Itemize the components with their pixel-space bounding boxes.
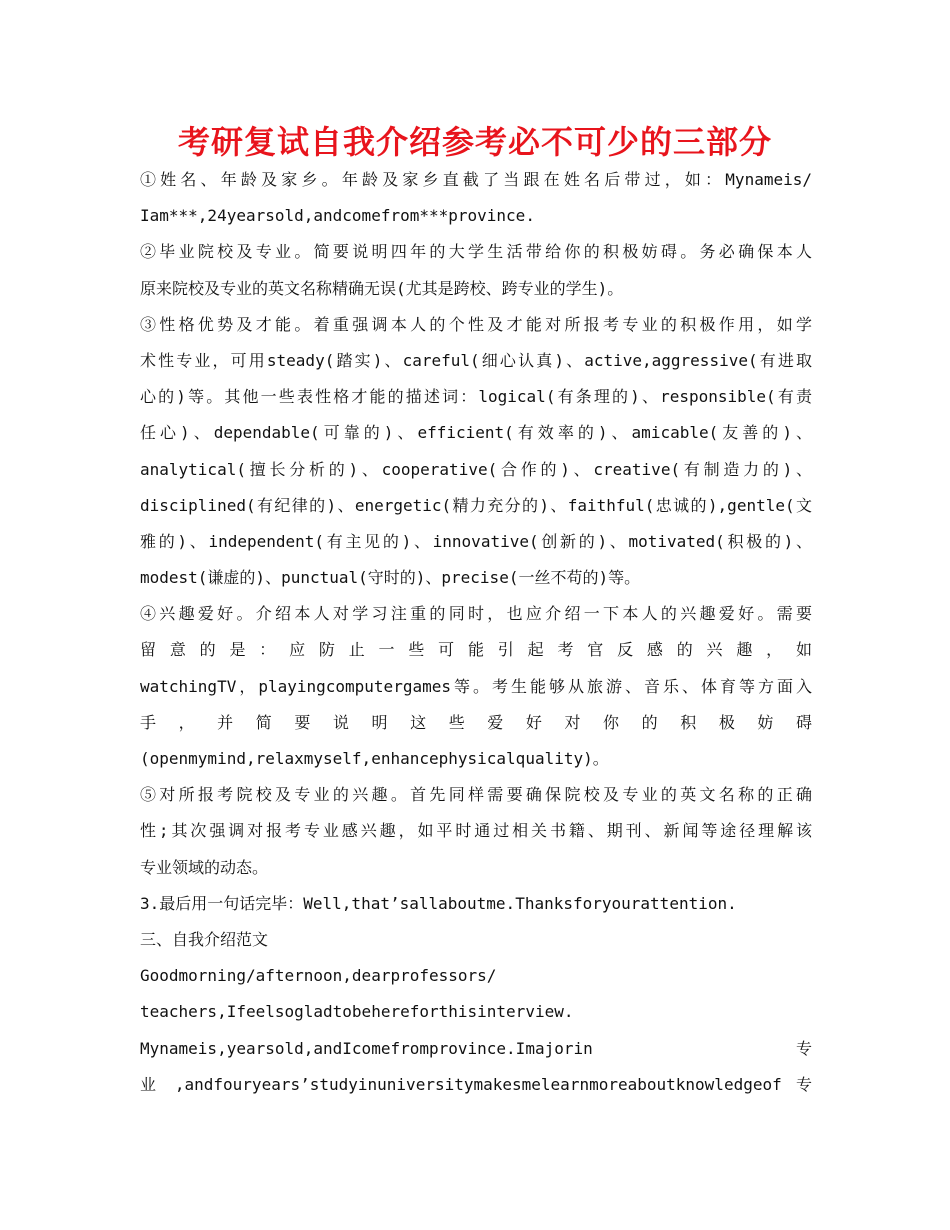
- document-body: [140, 162, 812, 1103]
- text-line: 任心)、dependable(可靠的)、efficient(有效率的)、amicable(友善的)、: [140, 423, 812, 443]
- text-line: 业 ,andfouryears’studyinuniversitymakesmelearnmoreaboutknowledgeof 专: [140, 1074, 812, 1094]
- text-line: 术性专业，可用steady(踏实)、careful(细心认真)、active,aggressive(有进取: [140, 350, 812, 370]
- text-line: Mynameis,yearsold,andIcomefromprovince.Imajorin 专: [140, 1038, 812, 1058]
- text-line: teachers,Ifeelsogladtobehereforthisinterview.: [140, 1002, 574, 1022]
- text-line: ①姓名、年龄及家乡。年龄及家乡直截了当跟在姓名后带过，如：Mynameis/: [140, 170, 812, 189]
- text-line: ④兴趣爱好。介绍本人对学习注重的同时，也应介绍一下本人的兴趣爱好。需要: [140, 604, 812, 624]
- text-line: analytical(擅长分析的)、cooperative(合作的)、creative(有制造力的)、: [140, 459, 812, 479]
- text-line: 3.最后用一句话完毕：Well,that’sallaboutme.Thanksforyourattention.: [140, 893, 737, 913]
- text-line: 留 意 的 是 ： 应 防 止 一 些 可 能 引 起 考 官 反 感 的 兴 趣 ， 如: [140, 640, 812, 660]
- text-line: ⑤对所报考院校及专业的兴趣。首先同样需要确保院校及专业的英文名称的正确: [140, 785, 812, 805]
- text-line: ②毕业院校及专业。简要说明四年的大学生活带给你的积极妨碍。务必确保本人: [140, 242, 812, 262]
- text-line: 雅的)、independent(有主见的)、innovative(创新的)、motivated(积极的)、: [140, 531, 812, 551]
- text-line: modest(谦虚的)、punctual(守时的)、precise(一丝不苟的)等。: [140, 568, 641, 588]
- text-line: 三、自我介绍范文: [140, 929, 269, 949]
- text-line: Iam***,24yearsold,andcomefrom***province.: [140, 206, 535, 226]
- text-line: 专业领域的动态。: [140, 857, 269, 877]
- text-line: 原来院校及专业的英文名称精确无误(尤其是跨校、跨专业的学生)。: [140, 278, 624, 298]
- text-line: Goodmorning/afternoon,dearprofessors/: [140, 966, 497, 986]
- text-line: ③性格优势及才能。着重强调本人的个性及才能对所报考专业的积极作用，如学: [140, 314, 812, 334]
- text-line: (openmymind,relaxmyself,enhancephysicalquality)。: [140, 749, 609, 768]
- text-line: 心的)等。其他一些表性格才能的描述词：logical(有条理的)、responsible(有责: [140, 387, 812, 407]
- page-title: 考研复试自我介绍参考必不可少的三部分: [177, 123, 772, 161]
- text-line: disciplined(有纪律的)、energetic(精力充分的)、faithful(忠诚的),gentle(文: [140, 495, 812, 515]
- text-line: 手 ， 并 简 要 说 明 这 些 爱 好 对 你 的 积 极 妨 碍: [140, 712, 812, 732]
- text-line: watchingTV，playingcomputergames等。考生能够从旅游、音乐、体育等方面入: [140, 676, 812, 696]
- text-line: 性;其次强调对报考专业感兴趣，如平时通过相关书籍、期刊、新闻等途径理解该: [140, 821, 812, 841]
